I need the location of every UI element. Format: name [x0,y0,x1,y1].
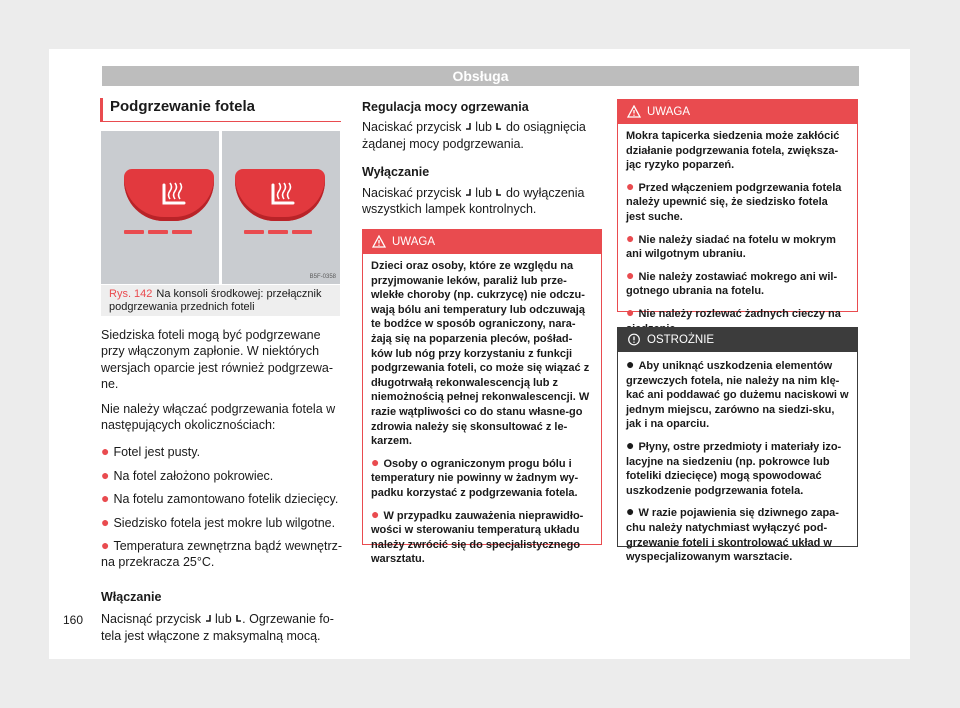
list-item: ● Na fotelu zamontowano fotelik dziecięcy. [101,490,339,507]
list-item: ● Na fotel założono pokrowiec. [101,466,274,483]
led [148,230,168,234]
warning-box-head [618,100,857,124]
switch-on-heading: Włączanie [101,589,162,604]
warning-box-1 [362,229,602,566]
seat-cushion-icon [465,122,472,132]
figure-caption [101,285,340,316]
switch-off-paragraph: Naciskać przycisk lub do wyłączenia wszystkich lampek kontrolnych. [362,185,585,217]
bullet-icon: ● [101,443,110,460]
caution-title: OSTROŻNIE [647,334,715,346]
bullet-icon: ● [101,537,110,554]
caution-box [617,327,858,564]
bullet-icon: ● [626,356,635,372]
seat-cushion-icon [205,614,212,624]
warning-paragraph: Dzieci oraz osoby, które ze względu na przyjmowanie leków, paraliż lub prze-wlekłe choroby (np. cukrzycę) nie odczu-wają bólu ani temperatury lub odczuwają te bodźce w sposób ograniczony, nara-żają się na poparzenia pleców, pośład-ków lub nóg przy korzystaniu z funkcji podgrzewania foteli, co może się wiązać z długotrwałą rekonwalescencją lub z niemożnością pełnej rekonwalescencji. W razie wątpliwości co do stanu własne-go zdrowia należy się skonsultować z le-karzem. [371,260,590,448]
warning-triangle-icon [372,235,386,248]
bullet-icon: ● [626,266,635,283]
warning-title: UWAGA [647,106,691,118]
list-item: ● W przypadku zauważenia nieprawidło-wości w sterowaniu temperaturą układu należy zwrócić się do specjalistycznego warsztatu. [371,505,584,566]
bullet-icon: ● [626,303,635,320]
column-1-text [101,327,347,652]
page-number: 160 [63,613,84,627]
led [172,230,192,234]
warning-paragraph: Mokra tapicerka siedzenia może zakłócić działanie podgrzewania fotela, zwiększa-jąc ryzyko poparzeń. [626,130,840,172]
warning-triangle-icon [627,105,641,118]
figure-code: B5F-0358 [309,274,336,280]
section-title: Podgrzewanie fotela [100,98,341,122]
bullet-icon: ● [101,466,110,483]
led [124,230,144,234]
led [244,230,264,234]
regulation-heading: Regulacja mocy ogrzewania [362,100,529,114]
warning-box-head [363,230,601,254]
led [268,230,288,234]
bullet-icon: ● [626,229,635,246]
list-item: ● Aby uniknąć uszkodzenia elementów grzewczych fotela, nie należy na nim klę-kać ani poddawać go dużemu naciskowi w jednym miejscu, zarówno na siedzi-sku, jak i na oparciu. [626,356,849,431]
caution-content [618,352,857,565]
regulation-paragraph: Naciskać przycisk lub do osiągnięcia żądanej mocy podgrzewania. [362,120,586,151]
list-item: ● Fotel jest pusty. [101,443,201,460]
bullet-icon: ● [371,505,380,522]
list-item: ● W razie pojawienia się dziwnego zapa-chu należy natychmiast wyłączyć pod-grzewanie foteli i skontrolować układ w wyspecjalizowanym warsztacie. [626,503,839,564]
page-header: Obsługa [102,66,859,86]
list-item: ● Nie należy zostawiać mokrego ani wil-gotnego ubrania na fotelu. [626,266,838,298]
seat-backrest-icon [495,122,502,132]
info-circle-icon [627,333,641,346]
warning-content [363,254,601,567]
bullet-icon: ● [371,453,380,470]
caption-text: Na konsoli środkowej: przełącznik podgrzewania przednich foteli [109,288,322,313]
list-item: ● Nie należy siadać na fotelu w mokrym ani wilgotnym ubraniu. [626,229,836,261]
bullet-icon: ● [626,503,635,520]
warning-box-2 [617,99,858,320]
list-item: ● Płyny, ostre przedmioty i materiały izo-lacyjne na siedzeniu (np. pokrowce lub foteliki dziecięce) mogą spowodować uszkodzenie podgrzewania fotela. [626,436,842,497]
bullet-icon: ● [626,436,635,453]
caption-label: Rys. 142 [109,288,153,300]
seat-heat-icon [124,169,214,221]
warning-content [618,124,857,336]
bullet-icon: ● [626,177,635,194]
bullet-icon: ● [101,513,110,530]
not-allowed-paragraph: Nie należy włączać podgrzewania fotela w następujących okolicznościach: [101,401,336,433]
list-item: ● Osoby o ograniczonym progu bólu i temperatury nie powinny w żadnym wy-padku korzystać z podgrzewania fotela. [371,453,579,499]
figure-seat-heating-switch [101,131,340,284]
list-item: ● Siedzisko fotela jest mokre lub wilgotne. [101,513,336,530]
switch-off-heading: Wyłączanie [362,165,430,180]
column-2-text [362,99,602,226]
figure-divider [219,131,222,284]
list-item: ● Temperatura zewnętrzna bądź wewnętrz-na przekracza 25°C. [101,537,343,570]
seat-backrest-icon [495,188,502,198]
list-item: ● Nie należy rozlewać żadnych cieczy na [626,303,841,320]
intro-paragraph: Siedziska foteli mogą być podgrzewane przy włączonym zapłonie. W niektórych wersjach oparcie jest również podgrzewa-ne. [101,328,334,392]
led [292,230,312,234]
list-item: ● Przed włączeniem podgrzewania fotela należy upewnić się, że siedzisko fotela jest suche. [626,177,842,223]
bullet-icon: ● [101,490,110,507]
seat-cushion-icon [465,188,472,198]
seat-heat-icon [235,169,325,221]
caution-box-head [618,328,857,352]
seat-heat-button-right [235,169,325,221]
seat-heat-button-left [124,169,214,221]
switch-on-paragraph: Nacisnąć przycisk lub . Ogrzewanie fo-tela jest włączone z maksymalną mocą. [101,612,334,643]
warning-title: UWAGA [392,236,436,248]
